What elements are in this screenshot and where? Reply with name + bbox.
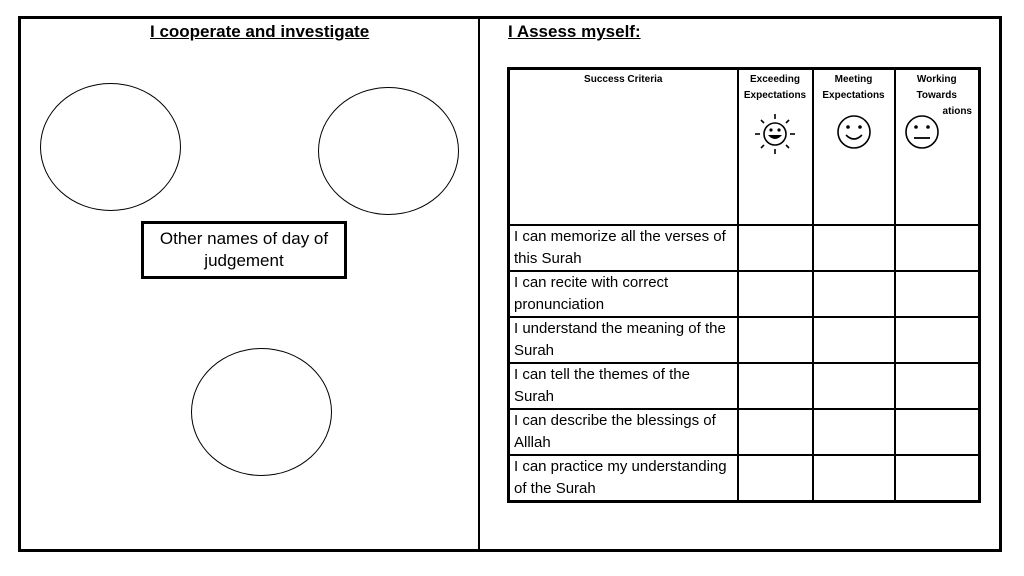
smiley-face-icon (834, 112, 874, 152)
criteria-row (509, 225, 980, 271)
check-cell-meeting[interactable] (813, 271, 895, 317)
check-cell-meeting[interactable] (813, 363, 895, 409)
check-cell-working[interactable] (895, 455, 980, 502)
check-cell-meeting[interactable] (813, 225, 895, 271)
sun-smiley-icon (751, 112, 799, 156)
check-cell-exceeding[interactable] (738, 225, 813, 271)
check-cell-exceeding[interactable] (738, 271, 813, 317)
header-exceeding (738, 69, 813, 226)
answer-circle-top-right[interactable] (318, 87, 459, 215)
check-cell-exceeding[interactable] (738, 363, 813, 409)
table-header-row (509, 69, 980, 226)
center-topic-label: Other names of day of judgement (159, 229, 329, 270)
criteria-text: I can memorize all the verses of this Surah (509, 225, 738, 271)
cooperate-heading: I cooperate and investigate (150, 22, 370, 41)
check-cell-meeting[interactable] (813, 409, 895, 455)
header-overlap-fragment: ations (942, 106, 972, 117)
header-working-towards-label: Working Towards (916, 74, 957, 101)
criteria-row (509, 363, 980, 409)
criteria-row (509, 409, 980, 455)
criteria-text: I can recite with correct pronunciation (509, 271, 738, 317)
header-success-criteria-label: Success Criteria (584, 74, 663, 85)
check-cell-exceeding[interactable] (738, 317, 813, 363)
criteria-text: I can practice my understanding of the Surah (509, 455, 738, 502)
check-cell-working[interactable] (895, 409, 980, 455)
header-success-criteria (509, 69, 738, 226)
check-cell-exceeding[interactable] (738, 409, 813, 455)
criteria-row (509, 271, 980, 317)
check-cell-working[interactable] (895, 271, 980, 317)
criteria-text: I understand the meaning of the Surah (509, 317, 738, 363)
assess-heading: I Assess myself: (508, 22, 641, 41)
criteria-text: I can describe the blessings of Alllah (509, 409, 738, 455)
check-cell-meeting[interactable] (813, 317, 895, 363)
self-assessment-table (507, 67, 981, 503)
criteria-row (509, 455, 980, 502)
header-meeting (813, 69, 895, 226)
center-topic-box (141, 221, 347, 279)
check-cell-working[interactable] (895, 317, 980, 363)
check-cell-exceeding[interactable] (738, 455, 813, 502)
answer-circle-bottom[interactable] (191, 348, 332, 476)
check-cell-meeting[interactable] (813, 455, 895, 502)
criteria-row (509, 317, 980, 363)
header-meeting-label: Meeting Expectations (822, 74, 885, 101)
criteria-text: I can tell the themes of the Surah (509, 363, 738, 409)
check-cell-working[interactable] (895, 225, 980, 271)
check-cell-working[interactable] (895, 363, 980, 409)
panel-divider (478, 16, 480, 552)
neutral-face-icon (902, 112, 942, 152)
header-working-towards (895, 69, 980, 226)
answer-circle-top-left[interactable] (40, 83, 181, 211)
header-exceeding-label: Exceeding Expectations (743, 74, 807, 101)
